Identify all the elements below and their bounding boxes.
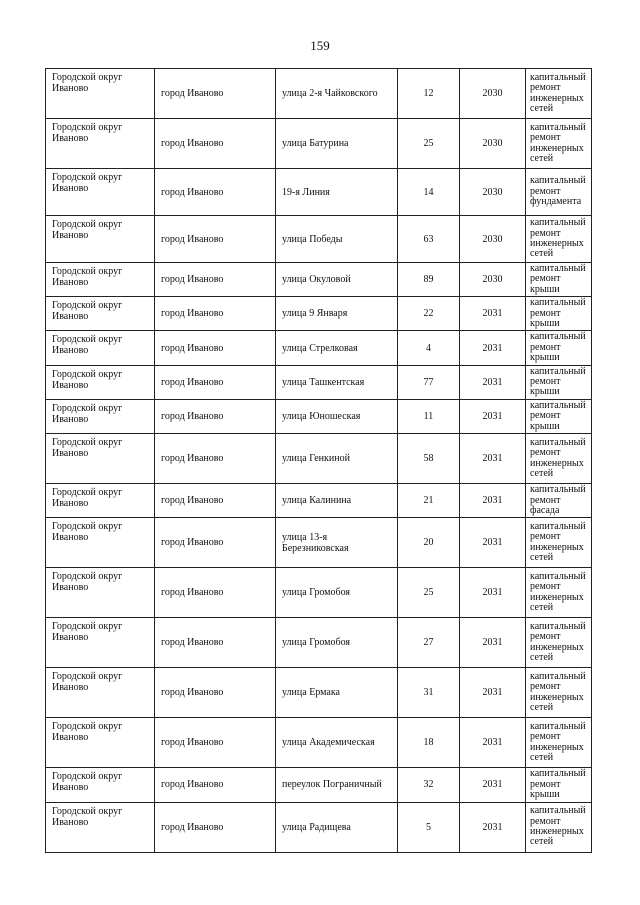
cell-city: город Иваново <box>155 518 276 568</box>
cell-work-type: капитальный ремонт фундамента <box>526 169 592 216</box>
cell-district: Городской округ Иваново <box>46 216 155 263</box>
table-row <box>46 399 592 433</box>
table-row <box>46 216 592 263</box>
table-row <box>46 119 592 169</box>
table-row <box>46 434 592 484</box>
cell-house-number: 27 <box>398 618 460 668</box>
cell-street: улица Генкиной <box>276 434 398 484</box>
cell-street: улица Калинина <box>276 484 398 518</box>
cell-street: улица 9 Января <box>276 297 398 331</box>
cell-district: Городской округ Иваново <box>46 69 155 119</box>
cell-year: 2031 <box>460 768 526 802</box>
cell-work-type: капитальный ремонт инженерных сетей <box>526 518 592 568</box>
cell-district: Городской округ Иваново <box>46 668 155 718</box>
cell-house-number: 18 <box>398 718 460 768</box>
cell-district: Городской округ Иваново <box>46 119 155 169</box>
cell-house-number: 4 <box>398 331 460 365</box>
cell-year: 2031 <box>460 718 526 768</box>
cell-house-number: 63 <box>398 216 460 263</box>
cell-house-number: 25 <box>398 568 460 618</box>
cell-district: Городской округ Иваново <box>46 768 155 802</box>
cell-street: улица Стрелковая <box>276 331 398 365</box>
cell-street: улица Окуловой <box>276 263 398 297</box>
cell-work-type: капитальный ремонт крыши <box>526 399 592 433</box>
cell-district: Городской округ Иваново <box>46 331 155 365</box>
cell-street: улица Академическая <box>276 718 398 768</box>
cell-district: Городской округ Иваново <box>46 618 155 668</box>
cell-year: 2031 <box>460 297 526 331</box>
cell-house-number: 22 <box>398 297 460 331</box>
cell-house-number: 77 <box>398 365 460 399</box>
cell-work-type: капитальный ремонт инженерных сетей <box>526 802 592 852</box>
cell-city: город Иваново <box>155 768 276 802</box>
cell-district: Городской округ Иваново <box>46 568 155 618</box>
cell-house-number: 5 <box>398 802 460 852</box>
cell-work-type: капитальный ремонт крыши <box>526 331 592 365</box>
table-row <box>46 263 592 297</box>
cell-year: 2030 <box>460 119 526 169</box>
cell-year: 2031 <box>460 668 526 718</box>
page-number: 159 <box>310 38 330 53</box>
cell-year: 2031 <box>460 802 526 852</box>
cell-district: Городской округ Иваново <box>46 263 155 297</box>
cell-city: город Иваново <box>155 263 276 297</box>
cell-house-number: 11 <box>398 399 460 433</box>
cell-year: 2030 <box>460 169 526 216</box>
cell-house-number: 89 <box>398 263 460 297</box>
table-row <box>46 718 592 768</box>
table-row <box>46 297 592 331</box>
cell-year: 2031 <box>460 331 526 365</box>
cell-house-number: 58 <box>398 434 460 484</box>
cell-street: улица Юношеская <box>276 399 398 433</box>
table-row <box>46 802 592 852</box>
cell-work-type: капитальный ремонт инженерных сетей <box>526 119 592 169</box>
cell-city: город Иваново <box>155 216 276 263</box>
cell-district: Городской округ Иваново <box>46 169 155 216</box>
cell-work-type: капитальный ремонт крыши <box>526 263 592 297</box>
cell-district: Городской округ Иваново <box>46 297 155 331</box>
cell-city: город Иваново <box>155 119 276 169</box>
cell-year: 2030 <box>460 263 526 297</box>
cell-street: 19-я Линия <box>276 169 398 216</box>
cell-city: город Иваново <box>155 484 276 518</box>
cell-district: Городской округ Иваново <box>46 518 155 568</box>
cell-street: улица Победы <box>276 216 398 263</box>
cell-work-type: капитальный ремонт инженерных сетей <box>526 216 592 263</box>
cell-house-number: 31 <box>398 668 460 718</box>
cell-street: улица Радищева <box>276 802 398 852</box>
table-row <box>46 618 592 668</box>
cell-year: 2031 <box>460 399 526 433</box>
cell-district: Городской округ Иваново <box>46 434 155 484</box>
cell-district: Городской округ Иваново <box>46 802 155 852</box>
cell-work-type: капитальный ремонт инженерных сетей <box>526 69 592 119</box>
table-row <box>46 518 592 568</box>
cell-street: улица Ташкентская <box>276 365 398 399</box>
table-row <box>46 169 592 216</box>
cell-street: переулок Пограничный <box>276 768 398 802</box>
cell-year: 2030 <box>460 216 526 263</box>
cell-city: город Иваново <box>155 718 276 768</box>
cell-house-number: 25 <box>398 119 460 169</box>
cell-city: город Иваново <box>155 169 276 216</box>
cell-work-type: капитальный ремонт инженерных сетей <box>526 568 592 618</box>
cell-house-number: 21 <box>398 484 460 518</box>
cell-year: 2031 <box>460 484 526 518</box>
cell-year: 2031 <box>460 434 526 484</box>
cell-city: город Иваново <box>155 297 276 331</box>
cell-work-type: капитальный ремонт крыши <box>526 297 592 331</box>
cell-work-type: капитальный ремонт крыши <box>526 768 592 802</box>
cell-city: город Иваново <box>155 399 276 433</box>
cell-work-type: капитальный ремонт инженерных сетей <box>526 434 592 484</box>
cell-house-number: 32 <box>398 768 460 802</box>
table-row <box>46 365 592 399</box>
cell-city: город Иваново <box>155 668 276 718</box>
repair-schedule-table <box>45 68 592 853</box>
cell-work-type: капитальный ремонт крыши <box>526 365 592 399</box>
cell-street: улица 13-я Березниковская <box>276 518 398 568</box>
table-row <box>46 69 592 119</box>
table-row <box>46 484 592 518</box>
cell-street: улица Батурина <box>276 119 398 169</box>
cell-year: 2030 <box>460 69 526 119</box>
cell-district: Городской округ Иваново <box>46 365 155 399</box>
cell-city: город Иваново <box>155 331 276 365</box>
cell-district: Городской округ Иваново <box>46 399 155 433</box>
cell-work-type: капитальный ремонт инженерных сетей <box>526 618 592 668</box>
table-row <box>46 768 592 802</box>
cell-work-type: капитальный ремонт фасада <box>526 484 592 518</box>
cell-city: город Иваново <box>155 618 276 668</box>
table-body <box>46 69 592 853</box>
cell-year: 2031 <box>460 568 526 618</box>
cell-street: улица Ермака <box>276 668 398 718</box>
cell-house-number: 12 <box>398 69 460 119</box>
cell-street: улица 2-я Чайковского <box>276 69 398 119</box>
table-row <box>46 668 592 718</box>
cell-year: 2031 <box>460 365 526 399</box>
cell-city: город Иваново <box>155 365 276 399</box>
table-row <box>46 568 592 618</box>
cell-house-number: 14 <box>398 169 460 216</box>
cell-city: город Иваново <box>155 802 276 852</box>
cell-work-type: капитальный ремонт инженерных сетей <box>526 718 592 768</box>
table-row <box>46 331 592 365</box>
cell-city: город Иваново <box>155 69 276 119</box>
cell-street: улица Громобоя <box>276 568 398 618</box>
cell-street: улица Громобоя <box>276 618 398 668</box>
cell-house-number: 20 <box>398 518 460 568</box>
cell-year: 2031 <box>460 518 526 568</box>
cell-work-type: капитальный ремонт инженерных сетей <box>526 668 592 718</box>
cell-city: город Иваново <box>155 568 276 618</box>
cell-district: Городской округ Иваново <box>46 718 155 768</box>
cell-district: Городской округ Иваново <box>46 484 155 518</box>
cell-city: город Иваново <box>155 434 276 484</box>
cell-year: 2031 <box>460 618 526 668</box>
